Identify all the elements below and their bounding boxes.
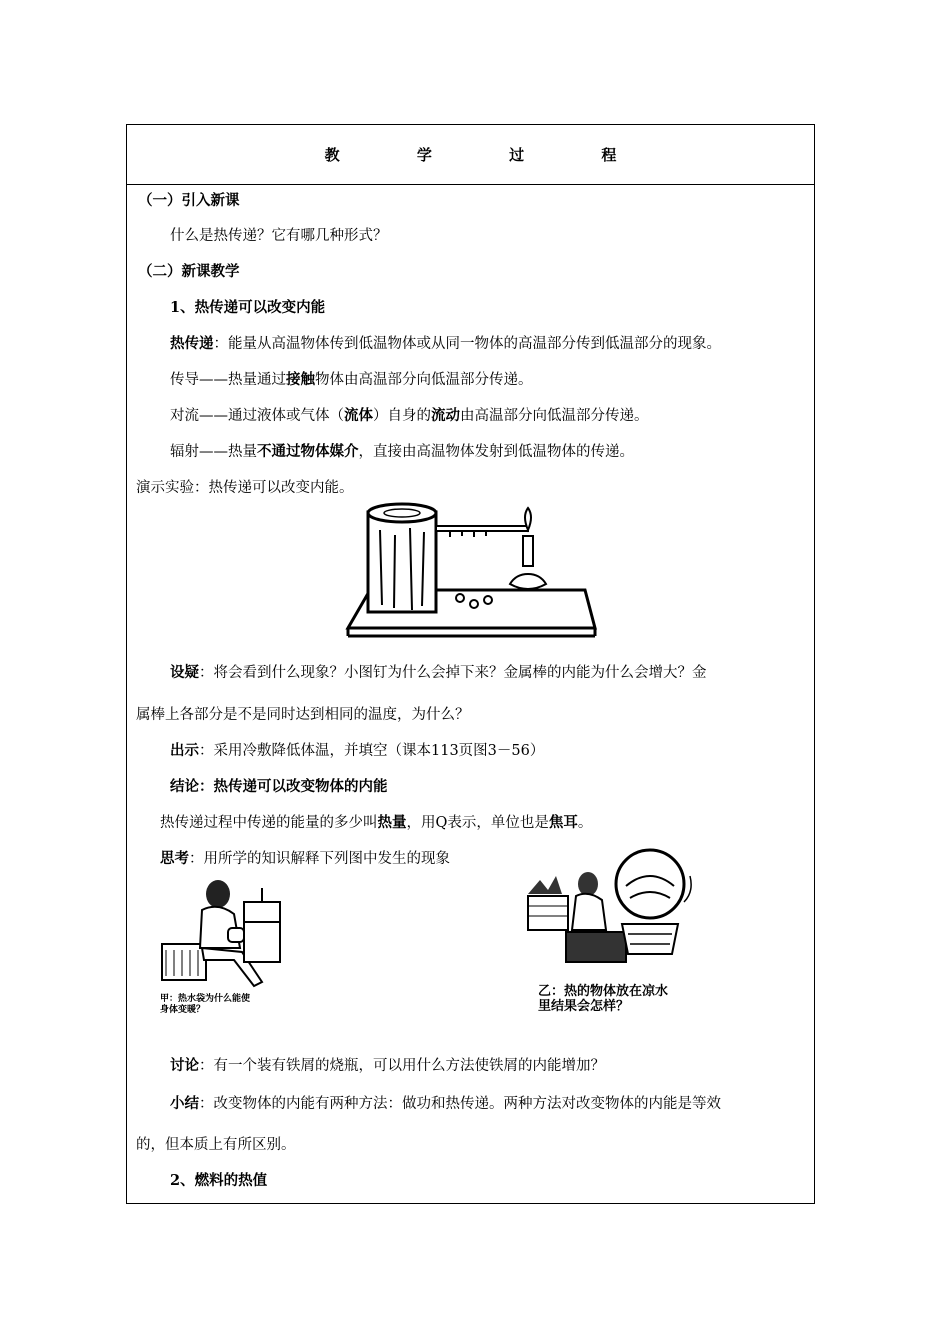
- caption-right: [538, 984, 668, 1014]
- caption-left-line2: 身体变暖？: [160, 1005, 206, 1015]
- conduction-text-c: 物体由高温部分向低温部分传递。: [315, 372, 533, 388]
- heat-quantity-line: [160, 811, 592, 832]
- discuss-label: 讨论: [170, 1057, 199, 1074]
- question-line-1: [170, 661, 707, 682]
- intro-heading: （一）引入新课: [138, 192, 240, 209]
- topic2-heading: 2、燃料的热值: [170, 1172, 268, 1189]
- show-text: ：采用冷敷降低体温，并填空（课本113页图3－56）: [199, 743, 545, 759]
- heat-key: 热量: [377, 814, 407, 831]
- convection-text-a: 对流——通过液体或气体（: [170, 408, 344, 424]
- conduction-text-a: 传导——热量通过: [170, 372, 286, 388]
- question-text-1: ：将会看到什么现象？小图钉为什么会掉下来？金属棒的内能为什么会增大？金: [199, 665, 707, 681]
- summary-label: 小结: [170, 1095, 199, 1112]
- heat-line-a: 热传递过程中传递的能量的多少叫: [160, 815, 378, 831]
- heat-line-c: ，用Q表示，单位也是: [406, 815, 549, 831]
- radiation-key: 不通过物体媒介: [257, 443, 359, 460]
- conclusion-text: ：热传递可以改变物体的内能: [199, 778, 388, 795]
- table-header: [127, 125, 814, 185]
- caption-right-line2: 里结果会怎样？: [538, 999, 630, 1014]
- show-label: 出示: [170, 742, 199, 759]
- question-line-2: 属棒上各部分是不是同时达到相同的温度，为什么？: [136, 707, 470, 723]
- hot-water-bottle-figure: [158, 872, 288, 990]
- experiment-figure: [340, 500, 602, 640]
- think-label: 思考: [160, 850, 189, 867]
- caption-left: [160, 994, 250, 1016]
- caption-right-line1: 乙：热的物体放在凉水: [538, 984, 669, 999]
- table-title: 教 学 过 程: [324, 146, 653, 164]
- quench-figure: [522, 846, 698, 978]
- intro-question: 什么是热传递？它有哪几种形式？: [170, 228, 388, 244]
- question-label: 设疑: [170, 664, 199, 681]
- radiation-text-a: 辐射——热量: [170, 444, 257, 460]
- conclusion-line: [170, 775, 388, 796]
- convection-line: [170, 404, 649, 425]
- discuss-text: ：有一个装有铁屑的烧瓶，可以用什么方法使铁屑的内能增加？: [199, 1058, 605, 1074]
- new-lesson-heading: （二）新课教学: [138, 263, 240, 280]
- convection-text-f: 由高温部分向低温部分传递。: [460, 408, 649, 424]
- convection-text-d: 的: [416, 408, 431, 424]
- definition-line: [170, 332, 721, 353]
- summary-line-2: 的，但本质上有所区别。: [136, 1137, 296, 1153]
- radiation-line: [170, 440, 634, 461]
- show-line: [170, 739, 544, 760]
- convection-text-c: ）自身: [373, 408, 417, 424]
- convection-key-fluid: 流体: [344, 407, 373, 424]
- topic1-heading: 1、热传递可以改变内能: [170, 299, 326, 316]
- joule-key: 焦耳: [548, 814, 578, 831]
- think-line: [160, 847, 450, 868]
- heat-line-e: 。: [577, 815, 593, 831]
- definition-text: ：能量从高温物体传到低温物体或从同一物体的高温部分传到低温部分的现象。: [213, 336, 721, 352]
- demo-line: 演示实验：热传递可以改变内能。: [136, 480, 354, 496]
- think-text: ：用所学的知识解释下列图中发生的现象: [189, 851, 450, 867]
- summary-text-1: ：改变物体的内能有两种方法：做功和热传递。两种方法对改变物体的内能是等效: [199, 1096, 721, 1112]
- caption-left-line1: 甲：热水袋为什么能使: [160, 994, 251, 1004]
- conduction-key: 接触: [286, 371, 315, 388]
- convection-key-flow: 流动: [431, 407, 460, 424]
- radiation-text-c: ，直接由高温物体发射到低温物体的传递。: [358, 444, 634, 460]
- conduction-line: [170, 368, 533, 389]
- discuss-line: [170, 1054, 605, 1075]
- summary-line-1: [170, 1092, 721, 1113]
- conclusion-label: 结论: [170, 778, 199, 795]
- definition-label: 热传递: [170, 335, 214, 352]
